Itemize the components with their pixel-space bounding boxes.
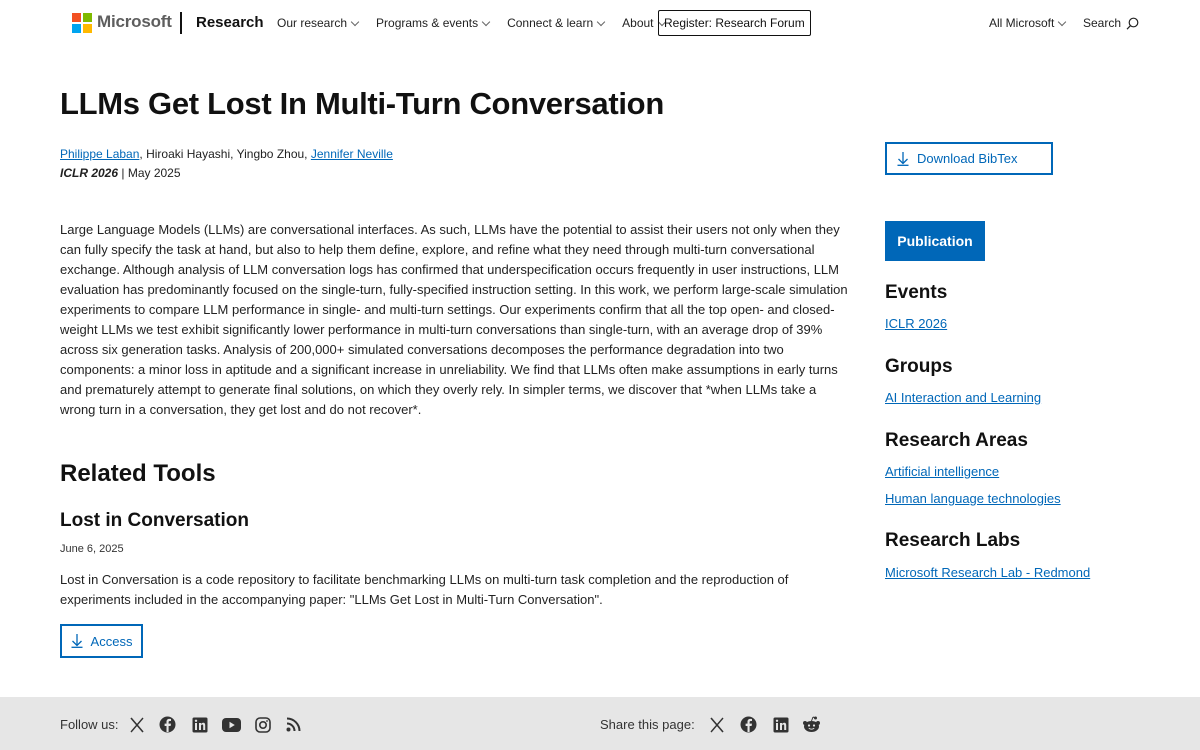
chevron-down-icon: [482, 17, 490, 25]
tool-description: Lost in Conversation is a code repository to facilitate benchmarking LLMs on multi-turn task completion and the reproduction of experiments included in the accompanying paper: "LLMs Get Lost in Multi-Turn Conversation".: [60, 572, 789, 607]
publication-date: May 2025: [127, 166, 181, 180]
main-nav: [277, 16, 683, 30]
chevron-down-icon: [597, 17, 605, 25]
linkedin-icon[interactable]: [191, 716, 208, 733]
access-button[interactable]: [60, 624, 143, 658]
youtube-icon[interactable]: [222, 716, 241, 733]
research-lab-link[interactable]: Microsoft Research Lab - Redmond: [885, 565, 1091, 580]
research-labs-heading: Research Labs: [885, 530, 1021, 551]
tool-date: June 6, 2025: [60, 543, 124, 555]
research-home-link[interactable]: Research: [196, 14, 264, 31]
search-label: Search: [1083, 16, 1122, 30]
nav-programs-events[interactable]: [376, 16, 489, 30]
search-icon: [1126, 17, 1139, 30]
share-page-label: Share this page:: [600, 717, 695, 732]
chevron-down-icon: [351, 17, 359, 25]
all-microsoft-label: All Microsoft: [989, 16, 1055, 30]
rss-icon[interactable]: [285, 716, 302, 733]
facebook-icon[interactable]: [159, 716, 176, 733]
header-divider: [180, 12, 182, 34]
register-research-forum-button[interactable]: Register: Research Forum: [658, 10, 811, 36]
x-icon[interactable]: [708, 716, 725, 733]
tool-title: Lost in Conversation: [60, 510, 249, 531]
author-link[interactable]: Jennifer Neville: [310, 147, 393, 161]
follow-us-label: Follow us:: [60, 717, 119, 732]
groups-heading: Groups: [885, 356, 953, 377]
related-tools-heading: Related Tools: [60, 460, 216, 487]
nav-our-research[interactable]: [277, 16, 358, 30]
research-areas-heading: Research Areas: [885, 430, 1028, 451]
author-list: Philippe Laban, Hiroaki Hayashi, Yingbo Zhou, Jennifer Neville: [60, 147, 393, 161]
publication-badge: Publication: [885, 221, 985, 261]
author-link[interactable]: Philippe Laban: [60, 147, 140, 161]
instagram-icon[interactable]: [254, 716, 271, 733]
author-name: Hiroaki Hayashi: [146, 147, 231, 161]
reddit-icon[interactable]: [802, 716, 821, 733]
microsoft-logo-icon[interactable]: [72, 13, 92, 33]
venue-line: ICLR 2026 | May 2025: [60, 166, 181, 180]
nav-label: Programs & events: [376, 16, 479, 30]
events-link[interactable]: ICLR 2026: [885, 316, 948, 331]
events-heading: Events: [885, 282, 948, 303]
page-title: LLMs Get Lost In Multi-Turn Conversation: [60, 86, 664, 121]
nav-connect-learn[interactable]: [507, 16, 604, 30]
search-button[interactable]: [1083, 16, 1139, 30]
venue-name: ICLR 2026: [60, 166, 119, 180]
site-header: [0, 0, 1200, 46]
abstract-text: Large Language Models (LLMs) are conversational interfaces. As such, LLMs have the potential to assist their users not only when they can fully specify the task at hand, but also to help them define, explore, and refine what they need through multi-turn conversational exchange. Although analysis of LLM conversation logs has confirmed that underspecification occurs frequently in user instructions, LLM evaluation has predominantly focused on the single-turn, fully-specified instruction setting. In this work, we perform large-scale simulation experiments to compare LLM performance in single- and multi-turn settings. Our experiments confirm that all the top open- and closed-weight LLMs we test exhibit significantly lower performance in multi-turn conversations than single-turn, with an average drop of 39% across six generation tasks. Analysis of 200,000+ simulated conversations decomposes the performance degradation into two components: a minor loss in aptitude and a significant increase in unreliability. We find that LLMs often make assumptions in early turns and prematurely attempt to generate final solutions, on which they overly rely. In simpler terms, we discover that *when LLMs take a wrong turn in a conversation, they get lost and do not recover*.: [60, 222, 848, 417]
nav-label: Our research: [277, 16, 348, 30]
nav-label: About: [622, 16, 654, 30]
chevron-down-icon: [1058, 17, 1066, 25]
groups-link[interactable]: AI Interaction and Learning: [885, 390, 1042, 405]
download-icon: [897, 152, 909, 166]
nav-label: Connect & learn: [507, 16, 594, 30]
research-area-link[interactable]: Artificial intelligence: [885, 464, 1000, 479]
access-label: Access: [90, 633, 133, 649]
author-name: Yingbo Zhou: [236, 147, 305, 161]
microsoft-brand[interactable]: Microsoft: [97, 12, 172, 31]
linkedin-icon[interactable]: [772, 716, 789, 733]
facebook-icon[interactable]: [740, 716, 757, 733]
research-area-link[interactable]: Human language technologies: [885, 491, 1061, 506]
x-icon[interactable]: [128, 716, 145, 733]
social-footer: [0, 697, 1200, 750]
download-bibtex-button[interactable]: [885, 142, 1053, 175]
bibtex-label: Download BibTex: [917, 151, 1018, 166]
download-icon: [71, 634, 83, 648]
all-microsoft-menu[interactable]: [989, 16, 1065, 30]
